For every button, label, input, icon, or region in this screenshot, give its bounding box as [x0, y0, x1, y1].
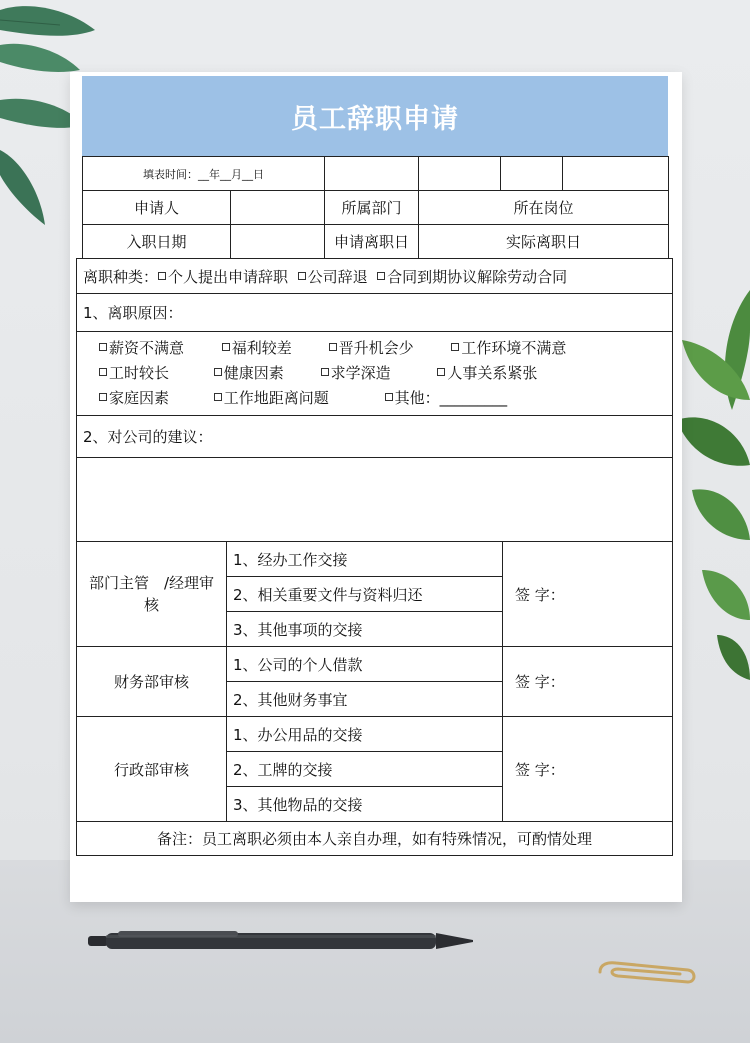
admin-item: 2、工牌的交接 [227, 752, 503, 787]
checkbox-icon[interactable] [99, 368, 107, 376]
manager-review-label: 部门主管 /经理审核 [77, 542, 227, 647]
remark-row: 备注：员工离职必须由本人亲自办理，如有特殊情况，可酌情处理 [77, 822, 673, 856]
checkbox-icon[interactable] [214, 393, 222, 401]
reasons-row [99, 336, 666, 361]
manager-item: 3、其他事项的交接 [227, 612, 503, 647]
checkbox-icon[interactable] [377, 272, 385, 280]
checkbox-icon[interactable] [385, 393, 393, 401]
checkbox-icon[interactable] [222, 343, 230, 351]
fill-time-cell: 填表时间：__年__月__日 [83, 157, 325, 191]
reason-option: 健康因素 [223, 364, 284, 382]
reason-option: 晋升机会少 [338, 339, 414, 357]
checkbox-icon[interactable] [214, 368, 222, 376]
suggestion-heading: 2、对公司的建议： [77, 416, 673, 458]
header-cell [419, 157, 501, 191]
actual-leave-date-label: 实际离职日 [419, 225, 669, 259]
manager-item: 2、相关重要文件与资料归还 [227, 577, 503, 612]
reason-option: 薪资不满意 [109, 339, 185, 357]
reason-option: 人事关系紧张 [447, 364, 538, 382]
checkbox-icon[interactable] [437, 368, 445, 376]
checkbox-icon[interactable] [99, 343, 107, 351]
paperclip-icon [596, 958, 700, 988]
checkbox-icon[interactable] [321, 368, 329, 376]
checkbox-icon[interactable] [298, 272, 306, 280]
checkbox-icon[interactable] [158, 272, 166, 280]
reasons-row [99, 361, 666, 386]
header-cell [563, 157, 669, 191]
reason-option: 工时较长 [109, 364, 170, 382]
checkbox-icon[interactable] [451, 343, 459, 351]
finance-item: 1、公司的个人借款 [227, 647, 503, 682]
finance-review-label: 财务部审核 [77, 647, 227, 717]
checkbox-icon[interactable] [329, 343, 337, 351]
page-title: 员工辞职申请 [291, 103, 459, 135]
applicant-value[interactable] [231, 191, 325, 225]
main-table [76, 258, 673, 856]
manager-item: 1、经办工作交接 [227, 542, 503, 577]
suggestion-area[interactable] [77, 458, 673, 542]
reasons-heading: 1、离职原因： [77, 294, 673, 332]
header-cell [325, 157, 419, 191]
resignation-form-paper [70, 72, 682, 902]
admin-review-label: 行政部审核 [77, 717, 227, 822]
leave-type-option: 个人提出申请辞职 [168, 267, 289, 286]
admin-item: 1、办公用品的交接 [227, 717, 503, 752]
reason-option: 其他：_________ [394, 389, 508, 407]
reasons-options [77, 332, 673, 416]
info-table [82, 156, 669, 259]
reasons-row [99, 386, 666, 411]
checkbox-icon[interactable] [99, 393, 107, 401]
reason-option: 求学深造 [330, 364, 391, 382]
reason-option: 家庭因素 [109, 389, 170, 407]
finance-item: 2、其他财务事宜 [227, 682, 503, 717]
header-cell [501, 157, 563, 191]
admin-item: 3、其他物品的交接 [227, 787, 503, 822]
leave-type-label: 离职种类： [83, 267, 159, 286]
plant-leaf-icon [672, 290, 750, 690]
admin-sign[interactable]: 签 字： [503, 717, 673, 822]
entry-date-value[interactable] [231, 225, 325, 259]
department-label: 所属部门 [325, 191, 419, 225]
manager-sign[interactable]: 签 字： [503, 542, 673, 647]
finance-sign[interactable]: 签 字： [503, 647, 673, 717]
leave-type-option: 公司辞退 [307, 267, 368, 286]
reason-option: 工作地距离问题 [223, 389, 329, 407]
pen-icon [88, 930, 478, 952]
title-bar [82, 76, 668, 156]
reason-option: 工作环境不满意 [461, 339, 567, 357]
leave-type-option: 合同到期协议解除劳动合同 [387, 267, 568, 286]
applicant-label: 申请人 [83, 191, 231, 225]
entry-date-label: 入职日期 [83, 225, 231, 259]
reason-option: 福利较差 [231, 339, 292, 357]
apply-leave-date-label: 申请离职日 [325, 225, 419, 259]
position-label: 所在岗位 [419, 191, 669, 225]
leave-type-row [77, 259, 673, 294]
